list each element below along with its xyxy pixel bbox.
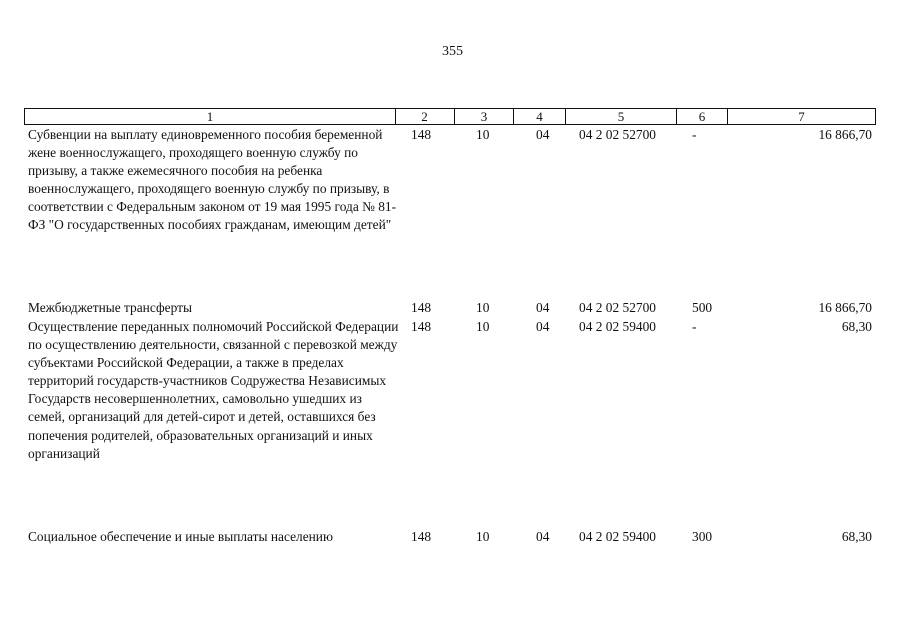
- row-col-3: 10: [476, 319, 490, 334]
- table-row: [24, 299, 876, 317]
- row-name: Социальное обеспечение и иные выплаты населению: [28, 529, 333, 544]
- row-col-5: 04 2 02 59400: [579, 319, 656, 334]
- row-col-7: 16 866,70: [818, 127, 872, 142]
- header-col-1: 1: [24, 108, 396, 125]
- row-col-6: 500: [692, 300, 713, 315]
- table-header-row: [24, 108, 876, 125]
- row-col-5: 04 2 02 52700: [579, 127, 656, 142]
- header-col-5: 5: [566, 108, 677, 125]
- row-col-3: 10: [476, 529, 490, 544]
- row-col-6: 300: [692, 529, 713, 544]
- header-col-7: 7: [728, 108, 876, 125]
- row-col-2: 148: [411, 529, 432, 544]
- header-col-4: 4: [514, 108, 566, 125]
- row-col-2: 148: [411, 300, 432, 315]
- row-col-5: 04 2 02 59400: [579, 529, 656, 544]
- row-col-7: 68,30: [841, 529, 872, 544]
- row-col-2: 148: [411, 319, 432, 334]
- page-number: 355: [442, 44, 463, 59]
- table-row: [24, 126, 876, 276]
- row-col-6: -: [692, 319, 697, 334]
- row-col-7: 16 866,70: [818, 300, 872, 315]
- row-col-3: 10: [476, 127, 490, 142]
- row-col-4: 04: [536, 127, 550, 142]
- header-col-6: 6: [677, 108, 728, 125]
- row-name: Осуществление переданных полномочий Российской Федерации по осуществлению деятельности, связанной с перевозкой между субъектами Российской Федерации, а также в пределах территорий государств-участников Содружества Независимых Государств несовершеннолетних, самовольно ушедших из семей, организаций для детей-сирот и детей, оставшихся без попечения родителей, образовательных организаций и иных организаций: [28, 319, 399, 461]
- row-col-5: 04 2 02 52700: [579, 300, 656, 315]
- row-name: Межбюджетные трансферты: [28, 300, 192, 315]
- header-col-2: 2: [395, 108, 455, 125]
- row-col-6: -: [692, 127, 697, 142]
- row-col-4: 04: [536, 529, 550, 544]
- row-col-2: 148: [411, 127, 432, 142]
- row-col-3: 10: [476, 300, 490, 315]
- row-col-4: 04: [536, 300, 550, 315]
- header-col-3: 3: [455, 108, 514, 125]
- row-col-7: 68,30: [841, 319, 872, 334]
- row-name: Субвенции на выплату единовременного пособия беременной жене военнослужащего, проходящего военную службу по призыву, а также ежемесячного пособия на ребенка военнослужащего, проходящего военную службу по призыву, в соответствии с Федеральным законом от 19 мая 1995 года № 81-ФЗ "О государственных пособиях гражданам, имеющим детей": [28, 127, 397, 233]
- row-col-4: 04: [536, 319, 550, 334]
- table-row: [24, 318, 876, 488]
- table-row: [24, 528, 876, 546]
